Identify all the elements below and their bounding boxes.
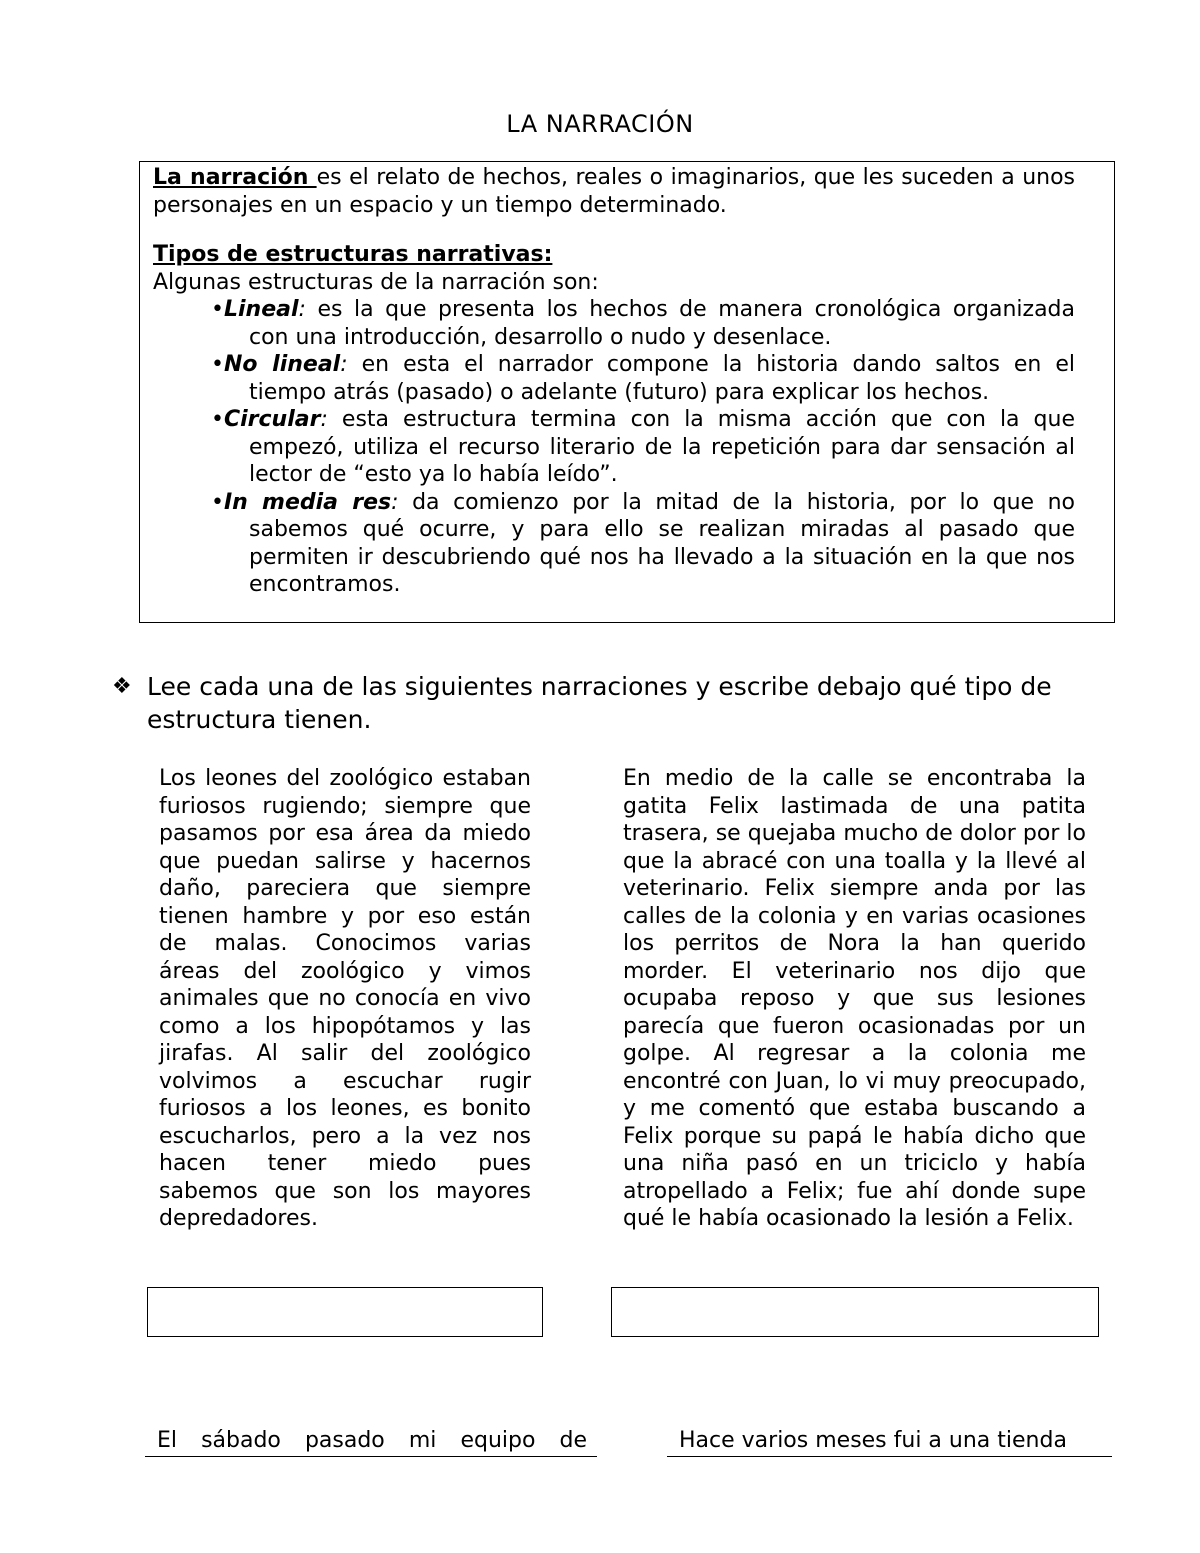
structure-item-no-lineal	[153, 351, 1075, 406]
structure-item-in-media-res	[153, 489, 1075, 599]
bullet: •	[211, 407, 224, 432]
page-title: LA NARRACIÓN	[506, 110, 694, 138]
bullet: •	[211, 489, 224, 515]
story-felix: En medio de la calle se encontraba la gatita Felix lastimada de una patita trasera, se quejaba mucho de dolor por lo que la abracé con una toalla y la llevé al veterinario. Felix siempre anda por las calles de la colonia y en varias ocasiones los perritos de Nora la han querido morder. El veterinario nos dijo que ocupaba reposo y que sus lesiones parecía que fueron ocasionadas por un golpe. Al regresar a la colonia me encontré con Juan, lo vi muy preocupado, y me comentó que estaba buscando a Felix porque su papá le había dicho que una niña pasó en un triciclo y había atropellado a Felix; fue ahí donde supe qué le había ocasionado la lesión a Felix.	[623, 766, 1086, 1231]
task-text: Lee cada una de las siguientes narraciones y escribe debajo qué tipo de estructura tienen.	[147, 672, 1052, 734]
structure-name: In media res	[223, 489, 392, 515]
separator: :	[391, 489, 399, 515]
structure-name: Circular	[223, 407, 321, 432]
definition-paragraph	[153, 164, 1075, 219]
structure-name: No lineal	[223, 352, 341, 377]
diamond-bullet-icon: ❖	[112, 674, 132, 699]
story-start-4: Hace varios meses fui a una tienda	[667, 1427, 1112, 1457]
story-start-3: El sábado pasado mi equipo de	[145, 1427, 597, 1457]
answer-box-1[interactable]	[147, 1287, 543, 1337]
separator: :	[320, 407, 328, 432]
separator: :	[298, 297, 306, 322]
structure-name: Lineal	[223, 297, 299, 322]
definition-term: La narración	[153, 165, 317, 190]
separator: :	[340, 352, 348, 377]
structure-text: esta estructura termina con la misma acción que con la que empezó, utiliza el recurso literario de la repetición para dar sensación al lector de “esto ya lo había leído”.	[249, 407, 1075, 487]
definition-text: es el relato de hechos, reales o imaginarios, que les suceden a unos personajes en un espacio y un tiempo determinado.	[153, 165, 1076, 218]
structure-item-lineal	[153, 296, 1075, 351]
bullet: •	[211, 297, 224, 322]
types-heading: Tipos de estructuras narrativas:	[153, 242, 553, 267]
structure-text: da comienzo por la mitad de la historia, por lo que no sabemos qué ocurre, y para ello se realizan miradas al pasado que permiten ir descubriendo qué nos ha llevado a la situación en la que nos encontramos.	[249, 489, 1075, 597]
structure-text: es la que presenta los hechos de manera cronológica organizada con una introducción, desarrollo o nudo y desenlace.	[249, 297, 1075, 350]
structure-text: en esta el narrador compone la historia dando saltos en el tiempo atrás (pasado) o adelante (futuro) para explicar los hechos.	[249, 352, 1075, 405]
answer-box-2[interactable]	[611, 1287, 1099, 1337]
definition-content	[153, 164, 1075, 599]
structure-item-circular	[153, 406, 1075, 489]
task-instruction	[112, 670, 1122, 736]
bullet: •	[211, 352, 224, 377]
definition-box	[139, 161, 1115, 623]
story-lions: Los leones del zoológico estaban furiosos rugiendo; siempre que pasamos por esa área da miedo que puedan salirse y hacernos daño, pareciera que siempre tienen hambre y por eso están de malas. Conocimos varias áreas del zoológico y vimos animales que no conocía en vivo como a los hipopótamos y las jirafas. Al salir del zoológico volvimos a escuchar rugir furiosos a los leones, es bonito escucharlos, pero a la vez nos hacen tener miedo pues sabemos que son los mayores depredadores.	[159, 766, 531, 1231]
types-intro: Algunas estructuras de la narración son:	[153, 269, 599, 295]
